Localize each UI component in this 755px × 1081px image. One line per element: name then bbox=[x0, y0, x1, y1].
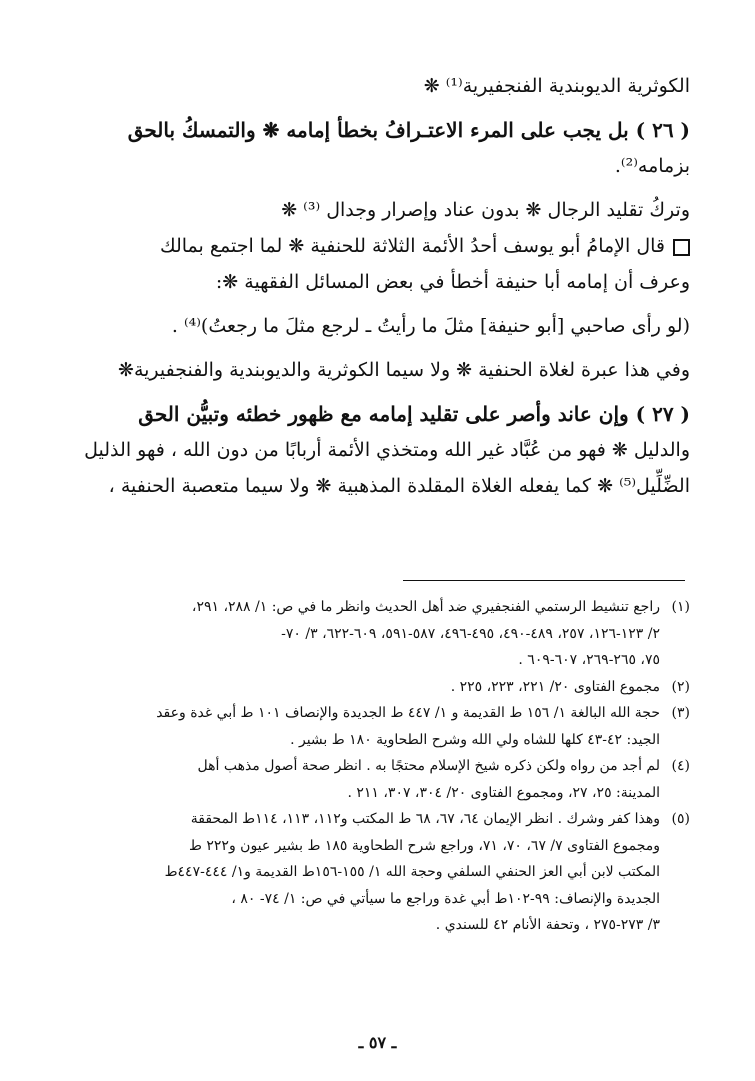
footnote-3 bbox=[78, 700, 690, 753]
footnote-line bbox=[78, 700, 690, 727]
footnote-line: المكتب لابن أبي العز الحنفي السلفي وحجة الله ١/ ١٥٥-١٥٦ط القديمة و١/ ٤٤٤-٤٤٧ط bbox=[164, 864, 660, 880]
footnote-text: لم أجد من رواه ولكن ذكره شيخ الإسلام محتجًا به . انظر صحة أصول مذهب أهل bbox=[197, 758, 660, 774]
text-line: وفي هذا عبرة لغلاة الحنفية ❋ ولا سيما الكوثرية والديوبندية والفنجفيرية❋ bbox=[118, 359, 690, 381]
text-line: وعرف أن إمامه أبا حنيفة أخطأ في بعض المسائل الفقهية ❋: bbox=[215, 271, 690, 293]
footnote-number: (٥) bbox=[671, 811, 690, 827]
quote-line: (لو رأى صاحبي [أبو حنيفة] مثلَ ما رأيتُ ـ لرجع مثلَ ما رجعتُ)⁽⁴⁾ . bbox=[171, 315, 690, 337]
checkbox-square-icon bbox=[673, 239, 690, 256]
footnote-4 bbox=[78, 753, 690, 806]
footnote-line bbox=[78, 594, 690, 621]
footnote-2 bbox=[78, 674, 690, 701]
footnote-text: مجموع الفتاوى ٢٠/ ٢٢١، ٢٢٣، ٢٢٥ . bbox=[450, 678, 660, 695]
footnote-number: (٢) bbox=[671, 678, 690, 695]
text-line: الضِّلِّيل⁽⁵⁾ ❋ كما يفعله الغلاة المقلدة المذهبية ❋ ولا سيما متعصبة الحنفية ، bbox=[108, 475, 690, 497]
footnote-text: حجة الله البالغة ١/ ١٥٦ ط القديمة و ١/ ٤٤٧ ط الجديدة والإنصاف ١٠١ ط أبي غدة وعقد bbox=[156, 705, 660, 721]
section-26-heading: ( ٢٦ ) بل يجب على المرء الاعتـرافُ بخطأ إمامه ❋ والتمسكُ بالحق bbox=[127, 118, 690, 142]
section-27-heading: ( ٢٧ ) وإن عاند وأصر على تقليد إمامه مع ظهور خطئه وتبيُّن الحق bbox=[138, 402, 690, 426]
footnote-number: (٤) bbox=[671, 758, 690, 774]
footnote-1 bbox=[78, 594, 690, 674]
text-line: الكوثرية الديوبندية الفنجفيرية⁽¹⁾ ❋ bbox=[423, 75, 690, 97]
footnote-5 bbox=[78, 806, 690, 939]
footnote-text: وهذا كفر وشرك . انظر الإيمان ٦٤، ٦٧، ٦٨ ط المكتب و١١٢، ١١٣، ١١٤ط المحققة bbox=[190, 811, 660, 827]
page-number: ـ ٥٧ ـ bbox=[358, 1033, 397, 1052]
footnote-separator bbox=[403, 580, 685, 581]
text-line-content: قال الإمامُ أبو يوسف أحدُ الأئمة الثلاثة للحنفية ❋ لما اجتمع بمالك bbox=[159, 235, 665, 257]
footnote-number: (٣) bbox=[671, 705, 690, 721]
footnote-line: الجديدة والإنصاف: ٩٩-١٠٢ط أبي غدة وراجع ما سيأتي في ص: ١/ ٧٤- ٨٠ ، bbox=[231, 890, 660, 907]
footnote-line: ومجموع الفتاوى ٧/ ٦٧، ٧٠، ٧١، وراجع شرح الطحاوية ١٨٥ ط بشير عيون و٢٢٢ ط bbox=[188, 837, 660, 854]
footnote-line bbox=[78, 674, 690, 701]
footnotes bbox=[78, 594, 690, 939]
footnote-line: الجيد: ٤٢-٤٣ كلها للشاه ولي الله وشرح الطحاوية ١٨٠ ط بشير . bbox=[290, 731, 660, 748]
footnote-line: المدينة: ٢٥، ٢٧، ومجموع الفتاوى ٢٠/ ٣٠٤، ٣٠٧، ٢١١ . bbox=[347, 784, 660, 801]
text-line bbox=[78, 228, 690, 264]
footnote-line: ٢/ ١٢٣-١٢٦، ٢٥٧، ٤٨٩-٤٩٠، ٤٩٥-٤٩٦، ٥٨٧-٥٩١، ٦٠٩-٦٢٢، ٣/ ٧٠- bbox=[281, 625, 660, 642]
footnote-line bbox=[78, 753, 690, 780]
text-line: بزمامه⁽²⁾. bbox=[614, 155, 690, 177]
main-text bbox=[78, 68, 690, 504]
footnote-text: راجع تنشيط الرستمي الفنجفيري ضد أهل الحديث وانظر ما في ص: ١/ ٢٨٨، ٢٩١، bbox=[191, 599, 660, 615]
footnote-line: ٣/ ٢٧٣-٢٧٥ ، وتحفة الأنام ٤٢ للسندي . bbox=[435, 917, 660, 933]
text-line: والدليل ❋ فهو من عُبَّاد غير الله ومتخذي الأئمة أربابًا من دون الله ، فهو الذليل bbox=[84, 439, 690, 461]
footnote-line: ٧٥، ٢٦٥-٢٦٩، ٦٠٧-٦٠٩ . bbox=[518, 652, 660, 668]
footnote-line bbox=[78, 806, 690, 833]
footnote-number: (١) bbox=[671, 599, 690, 615]
text-line: وتركُ تقليد الرجال ❋ بدون عناد وإصرار وجدال ⁽³⁾ ❋ bbox=[281, 199, 690, 221]
